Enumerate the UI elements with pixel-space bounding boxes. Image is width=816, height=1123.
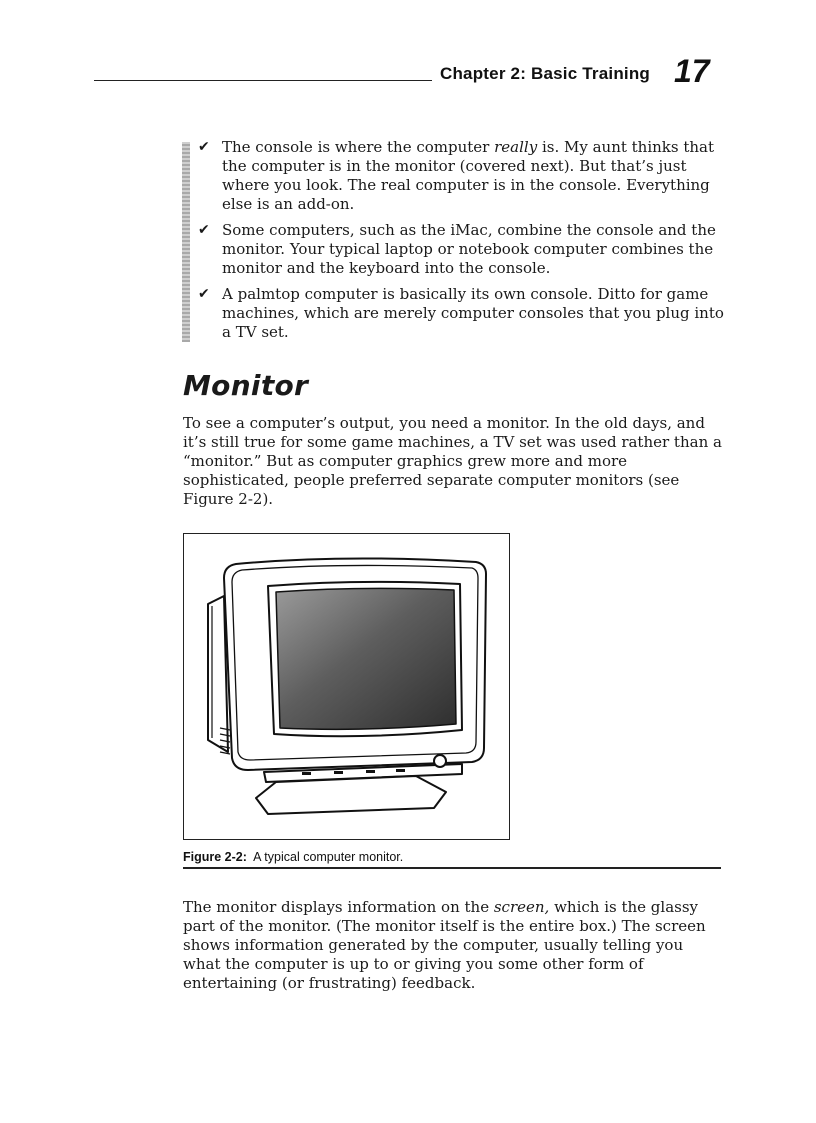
- closing-paragraph: The monitor displays information on the screen, which is the glassy part of the monitor. (The monitor itself is the entire box.) The screen shows information generated by the computer, usually telling you what the computer is up to or giving you some other form of entertaining (or frustrating) feedback.: [183, 898, 706, 992]
- figure-caption: [183, 850, 721, 869]
- header-rule: [94, 80, 432, 81]
- monitor-illustration: [184, 534, 508, 838]
- sidebar-accent-bar: [182, 142, 190, 342]
- checkmark-icon: ✔: [198, 139, 210, 155]
- checkmark-icon: ✔: [198, 286, 210, 302]
- list-item: [198, 221, 728, 278]
- bullet-text: The console is where the computer really is. My aunt thinks that the computer is in the monitor (covered next). But that’s just where you look. The real computer is in the console. Everything else is an add-on.: [222, 138, 715, 213]
- bullet-list: [198, 138, 728, 349]
- figure-frame: [183, 533, 510, 840]
- chapter-title: Chapter 2: Basic Training: [440, 64, 650, 83]
- list-item: [198, 285, 728, 342]
- bullet-text: Some computers, such as the iMac, combine the console and the monitor. Your typical laptop or notebook computer combines the monitor and the keyboard into the console.: [222, 221, 716, 277]
- checkmark-icon: ✔: [198, 222, 210, 238]
- section-title: Monitor: [183, 369, 309, 402]
- emphasis-really: really: [494, 138, 538, 156]
- list-item: [198, 138, 728, 214]
- intro-paragraph: To see a computer’s output, you need a monitor. In the old days, and it’s still true for some game machines, a TV set was used rather than a “monitor.” But as computer graphics grew more and more sophisticated, people preferred separate computer monitors (see Figure 2-2).: [183, 414, 722, 508]
- page-number: 17: [674, 53, 710, 89]
- figure-label: Figure 2-2:: [183, 850, 247, 864]
- bullet-text: A palmtop computer is basically its own console. Ditto for game machines, which are merely computer consoles that you plug into a TV set.: [222, 285, 724, 341]
- emphasis-screen: screen,: [493, 898, 550, 916]
- figure-caption-text: A typical computer monitor.: [253, 850, 404, 864]
